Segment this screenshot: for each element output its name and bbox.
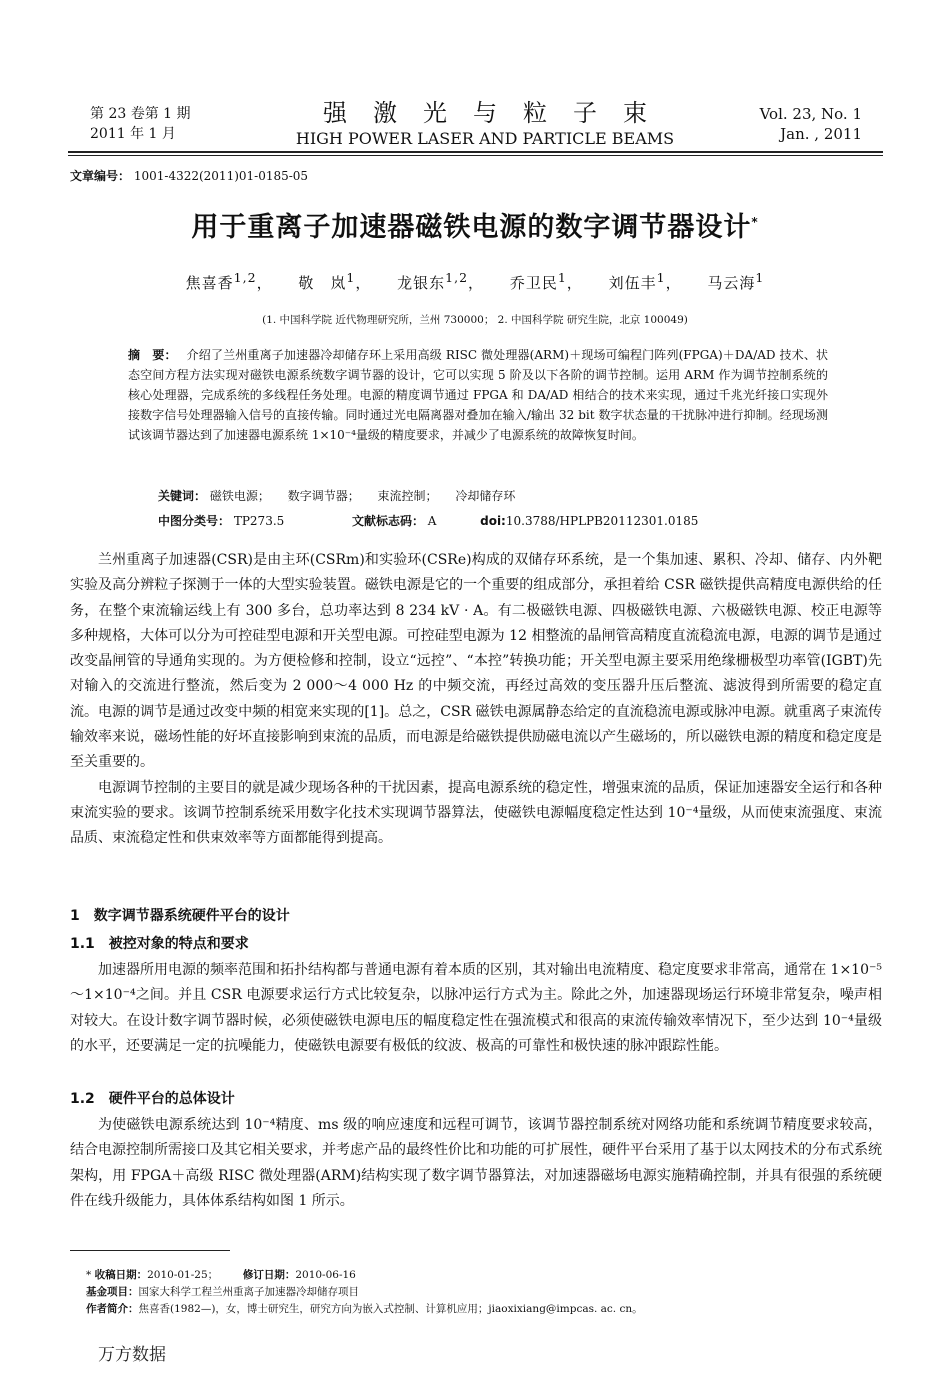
paragraph: 兰州重离子加速器(CSR)是由主环(CSRm)和实验环(CSRe)构成的双储存环系统，是一个集加速、累积、冷却、储存、内外靶实验及高分辨粒子探测于一体的大型实验装置。磁铁电源是它的一个重要的组成部分，承担着给 CSR 磁铁提供高精度电源供给的任务，在整个束流输运线上有 300 多台，总功率达到 8 234 kV · A。有二极磁铁电源、四极磁铁电源、六极磁铁电源、校正电源等多种规格，大体可以分为可控硅型电源和开关型电源。可控硅型电源为 12 相整流的晶闸管高精度直流稳流电源，电源的调节是通过改变晶闸管的导通角实现的。为方便检修和控制，设立“远控”、“本控”转换功能；开关型电源主要采用绝缘栅极型功率管(IGBT)先对输入的交流进行整流，然后变为 2 000～4 000 Hz 的中频交流，再经过高效的变压器升压后整流、滤波得到所需要的稳定直流。电源的调节是通过改变中频的相宽来实现的[1]。总之，CSR 磁铁电源属静态给定的直流稳流电源或脉冲电源。就重离子束流传输效率来说，磁场性能的好坏直接影响到束流的品质，而电源是给磁铁提供励磁电流以产生磁场的，所以磁铁电源的精度和稳定度是至关重要的。 bbox=[70, 552, 882, 771]
title-footnote-mark: * bbox=[751, 215, 759, 229]
footnote-rule bbox=[70, 1250, 230, 1251]
subsection-heading: 1.1 被控对象的特点和要求 bbox=[70, 936, 249, 952]
paper-title bbox=[0, 205, 950, 244]
keywords-label: 关键词： bbox=[158, 489, 207, 503]
vol-issue-en: Vol. 23, No. 1 bbox=[759, 105, 862, 123]
keywords bbox=[158, 487, 529, 504]
paper-title-text: 用于重离子加速器磁铁电源的数字调节器设计 bbox=[191, 212, 752, 243]
doc-code-label: 文献标志码： bbox=[351, 514, 424, 528]
footnote-author: 作者简介：焦喜香(1982—)，女，博士研究生，研究方向为嵌入式控制、计算机应用；jiaoxixiang@impcas. ac. cn。 bbox=[86, 1303, 643, 1315]
classification-line bbox=[158, 512, 838, 529]
date-cn: 2011 年 1 月 bbox=[90, 126, 176, 142]
footnote-fund: 基金项目：国家大科学工程兰州重离子加速器冷却储存项目 bbox=[86, 1286, 359, 1298]
author: 龙银东$^{1,2}$， bbox=[397, 270, 485, 292]
footnote-dates: * 收稿日期：2010-01-25； 修订日期：2010-06-16 bbox=[86, 1269, 356, 1281]
vol-issue-cn: 第 23 卷第 1 期 bbox=[90, 106, 191, 122]
author-list bbox=[0, 270, 950, 293]
affiliations: (1. 中国科学院 近代物理研究所，兰州 730000； 2. 中国科学院 研究生院，北京 100049) bbox=[262, 314, 688, 326]
watermark: 万方数据 bbox=[98, 1345, 166, 1365]
footnote-mark: * bbox=[86, 1269, 95, 1281]
keyword: 冷却储存环 bbox=[455, 489, 516, 503]
date-en: Jan. , 2011 bbox=[780, 125, 862, 143]
doc-code-value: A bbox=[427, 514, 437, 528]
author: 乔卫民$^1$， bbox=[509, 270, 583, 292]
paragraph: 电源调节控制的主要目的就是减少现场各种的干扰因素，提高电源系统的稳定性，增强束流的品质，保证加速器安全运行和各种束流实验的要求。该调节控制系统采用数字化技术实现调节器算法，使磁铁电源幅度稳定性达到 10⁻⁴量级，从而使束流强度、束流品质、束流稳定性和供束效率等方面都能得到提高。 bbox=[70, 779, 882, 847]
section-1-2-body bbox=[70, 1113, 882, 1214]
journal-volume-en bbox=[760, 104, 862, 144]
article-number-value: 1001-4322(2011)01-0185-05 bbox=[133, 169, 309, 183]
article-number bbox=[70, 167, 308, 184]
journal-title-en: HIGH POWER LASER AND PARTICLE BEAMS bbox=[295, 129, 675, 148]
section-1-1-body bbox=[70, 958, 882, 1059]
paragraph: 为使磁铁电源系统达到 10⁻⁴精度、ms 级的响应速度和远程可调节，该调节器控制系统对网络功能和系统调节精度要求较高，结合电源控制所需接口及其它相关要求，并考虑产品的最终性价比和功能的可扩展性，硬件平台采用了基于以太网技术的分布式系统架构，用 FPGA＋高级 RISC 微处理器(ARM)结构实现了数字调节器算法，对加速器磁场电源实施精确控制，并具有很强的系统硬件在线升级能力，具体体系结构如图 1 所示。 bbox=[70, 1117, 882, 1209]
section-heading: 1 数字调节器系统硬件平台的设计 bbox=[70, 908, 290, 924]
abstract-text: 介绍了兰州重离子加速器冷却储存环上采用高级 RISC 微处理器(ARM)＋现场可编程门阵列(FPGA)＋DA/AD 技术、状态空间方程方法实现对磁铁电源系统数字调节器的设计，它可以实现 5 阶及以下各阶的调节控制。运用 ARM 作为调节控制系统的核心处理器，完成系统的多线程任务处理。电源的精度调节通过 FPGA 和 DA/AD 相结合的技术来实现，通过千兆光纤接口实现外接数字信号处理器输入信号的直接传输。同时通过光电隔离器对叠加在输入/输出 32 bit 数字状态量的干扰脉冲进行抑制。经现场测试该调节器达到了加速器电源系统 1×10⁻⁴量级的精度要求，并减少了电源系统的故障恢复时间。 bbox=[128, 348, 828, 442]
keyword: 磁铁电源； bbox=[209, 489, 270, 503]
keyword: 束流控制； bbox=[377, 489, 438, 503]
journal-title bbox=[270, 98, 700, 150]
author: 马云海$^1$ bbox=[707, 270, 765, 292]
journal-title-cn: 强激光与粒子束 bbox=[323, 99, 673, 127]
header-rule bbox=[68, 151, 883, 156]
doi-value: 10.3788/HPLPB20112301.0185 bbox=[505, 514, 699, 528]
paragraph: 加速器所用电源的频率范围和拓扑结构都与普通电源有着本质的区别，其对输出电流精度、稳定度要求非常高，通常在 1×10⁻⁵～1×10⁻⁴之间。并且 CSR 电源要求运行方式比较复杂，以脉冲运行方式为主。除此之外，加速器现场运行环境非常复杂，噪声相对较大。在设计数字调节器时候，必须使磁铁电源电压的幅度稳定性在强流模式和很高的束流传输效率情况下，至少达到 10⁻⁴量级的水平，还要满足一定的抗噪能力，使磁铁电源要有极低的纹波、极高的可靠性和极快速的脉冲跟踪性能。 bbox=[70, 962, 882, 1054]
abstract bbox=[128, 345, 828, 445]
subsection-heading: 1.2 硬件平台的总体设计 bbox=[70, 1091, 235, 1107]
keyword: 数字调节器； bbox=[287, 489, 360, 503]
footnotes bbox=[86, 1267, 866, 1318]
clc-label: 中图分类号： bbox=[158, 514, 231, 528]
clc-value: TP273.5 bbox=[233, 514, 285, 528]
author: 敬 岚$^1$， bbox=[298, 270, 372, 292]
introduction bbox=[70, 548, 882, 852]
author: 刘伍丰$^1$， bbox=[608, 270, 682, 292]
revised-date: 2010-06-16 bbox=[295, 1269, 356, 1281]
received-date: 2010-01-25； bbox=[147, 1269, 219, 1281]
doi-label: doi: bbox=[480, 514, 506, 528]
author: 焦喜香$^{1,2}$， bbox=[185, 270, 273, 292]
article-number-label: 文章编号： bbox=[70, 169, 131, 183]
abstract-label: 摘 要： bbox=[128, 348, 177, 362]
journal-volume-cn bbox=[90, 104, 191, 144]
